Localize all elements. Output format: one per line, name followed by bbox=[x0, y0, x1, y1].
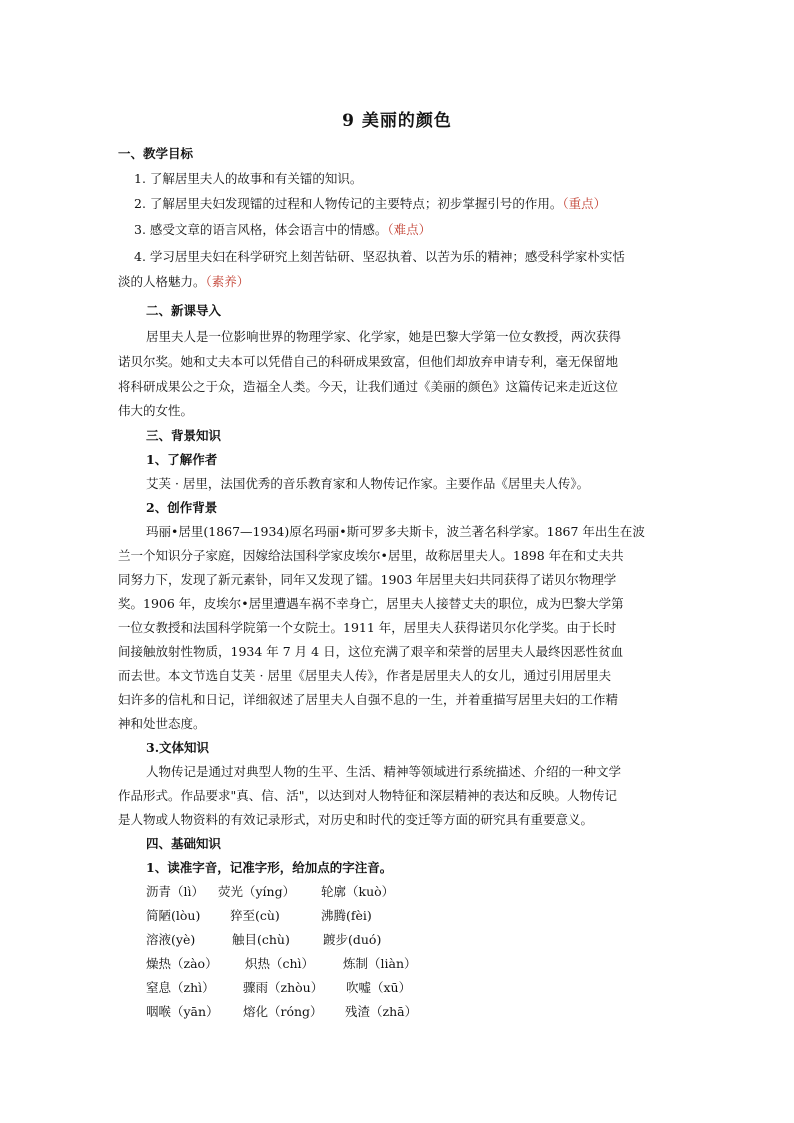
goal-3-tag: （难点） bbox=[387, 222, 432, 237]
author-text: 艾芙 · 居里，法国优秀的音乐教育家和人物传记作家。主要作品《居里夫人传》。 bbox=[146, 476, 590, 491]
pinyin-item: 荧光（yíng） bbox=[218, 884, 296, 899]
section-heading-intro: 二、新课导入 bbox=[146, 303, 222, 318]
pinyin-item: 炽热（chì） bbox=[245, 956, 315, 971]
intro-line-2: 诺贝尔奖。她和丈夫本可以凭借自己的科研成果致富，但他们却放弃申请专利，毫无保留地 bbox=[118, 354, 619, 369]
intro-line-1: 居里夫人是一位影响世界的物理学家、化学家，她是巴黎大学第一位女教授，两次获得 bbox=[146, 329, 622, 344]
subheading-author: 1、了解作者 bbox=[146, 452, 218, 467]
background-line-8: 妇许多的信札和日记，详细叙述了居里夫人自强不息的一生，并着重描写居里夫妇的工作精 bbox=[118, 692, 619, 707]
pinyin-item: 沥青（lì） bbox=[146, 884, 204, 899]
genre-line-3: 是人物或人物资料的有效记录形式，对历史和时代的变迁等方面的研究具有重要意义。 bbox=[118, 812, 594, 827]
intro-line-3: 将科研成果公之于众，造福全人类。今天，让我们通过《美丽的颜色》这篇传记来走近这位 bbox=[118, 379, 619, 394]
section-heading-teaching-goals: 一、教学目标 bbox=[118, 146, 194, 161]
goal-4-text: 淡的人格魅力。 bbox=[118, 274, 206, 289]
background-line-7: 而去世。本文节选自艾芙 · 居里《居里夫人传》，作者是居里夫人的女儿，通过引用居里夫 bbox=[118, 668, 612, 683]
background-line-3: 同努力下，发现了新元素钋，同年又发现了镭。1903 年居里夫妇共同获得了诺贝尔物理学 bbox=[118, 572, 617, 587]
background-line-9: 神和处世态度。 bbox=[118, 716, 206, 731]
pinyin-item: 简陋(lòu) bbox=[146, 908, 201, 923]
pinyin-item: 残渣（zhā） bbox=[345, 1004, 418, 1019]
pinyin-item: 炼制（liàn） bbox=[343, 956, 417, 971]
pinyin-item: 吹嘘（xū） bbox=[346, 980, 412, 995]
intro-line-4: 伟大的女性。 bbox=[118, 403, 194, 418]
subheading-genre: 3.文体知识 bbox=[146, 740, 210, 755]
pinyin-item: 燥热（zào） bbox=[146, 956, 218, 971]
pinyin-item: 踱步(duó) bbox=[323, 932, 382, 947]
pinyin-item: 咽喉（yān） bbox=[146, 1004, 219, 1019]
genre-line-2: 作品形式。作品要求"真、信、活"，以达到对人物特征和深层精神的表达和反映。人物传记 bbox=[118, 788, 618, 803]
goal-1: 1. 了解居里夫人的故事和有关镭的知识。 bbox=[134, 171, 363, 186]
pinyin-item: 溶液(yè) bbox=[146, 932, 196, 947]
goal-3-text: 3. 感受文章的语言风格，体会语言中的情感。 bbox=[134, 222, 388, 237]
goal-2 bbox=[134, 196, 606, 212]
genre-line-1: 人物传记是通过对典型人物的生平、生活、精神等领域进行系统描述、介绍的一种文学 bbox=[146, 764, 622, 779]
subheading-pronunciation: 1、读准字音，记准字形，给加点的字注音。 bbox=[146, 860, 393, 875]
pinyin-item: 熔化（róng） bbox=[243, 1004, 323, 1019]
section-heading-basics: 四、基础知识 bbox=[146, 836, 222, 851]
background-line-2: 兰一个知识分子家庭，因嫁给法国科学家皮埃尔•居里，故称居里夫人。1898 年在和丈夫共 bbox=[118, 548, 624, 563]
goal-4-tag: （素养） bbox=[205, 274, 250, 289]
pinyin-item: 触目(chù) bbox=[232, 932, 290, 947]
goal-3 bbox=[134, 222, 431, 238]
pinyin-item: 沸腾(fèi) bbox=[321, 908, 372, 923]
pinyin-item: 骤雨（zhòu） bbox=[243, 980, 324, 995]
background-line-1: 玛丽•居里(1867—1934)原名玛丽•斯可罗多夫斯卡，波兰著名科学家。1867 年出生在波 bbox=[146, 524, 645, 539]
pinyin-item: 猝至(cù) bbox=[230, 908, 280, 923]
pinyin-item: 窒息（zhì） bbox=[146, 980, 215, 995]
pinyin-item: 轮廓（kuò） bbox=[321, 884, 395, 899]
subheading-background: 2、创作背景 bbox=[146, 500, 218, 515]
goal-4-line-2 bbox=[118, 274, 249, 290]
goal-4-line-1: 4. 学习居里夫妇在科学研究上刻苦钻研、坚忍执着、以苦为乐的精神；感受科学家朴实恬 bbox=[134, 249, 625, 264]
document-title: 9 美丽的颜色 bbox=[342, 111, 452, 131]
goal-2-tag: （重点） bbox=[562, 196, 607, 211]
section-heading-background: 三、背景知识 bbox=[146, 428, 222, 443]
goal-2-text: 2. 了解居里夫妇发现镭的过程和人物传记的主要特点；初步掌握引号的作用。 bbox=[134, 196, 563, 211]
background-line-6: 间接触放射性物质，1934 年 7 月 4 日，这位充满了艰辛和荣誉的居里夫人最终因恶性贫血 bbox=[118, 644, 624, 659]
background-line-5: 一位女教授和法国科学院第一个女院士。1911 年，居里夫人获得诺贝尔化学奖。由于长时 bbox=[118, 620, 617, 635]
background-line-4: 奖。1906 年，皮埃尔•居里遭遇车祸不幸身亡，居里夫人接替丈夫的职位，成为巴黎大学第 bbox=[118, 596, 624, 611]
